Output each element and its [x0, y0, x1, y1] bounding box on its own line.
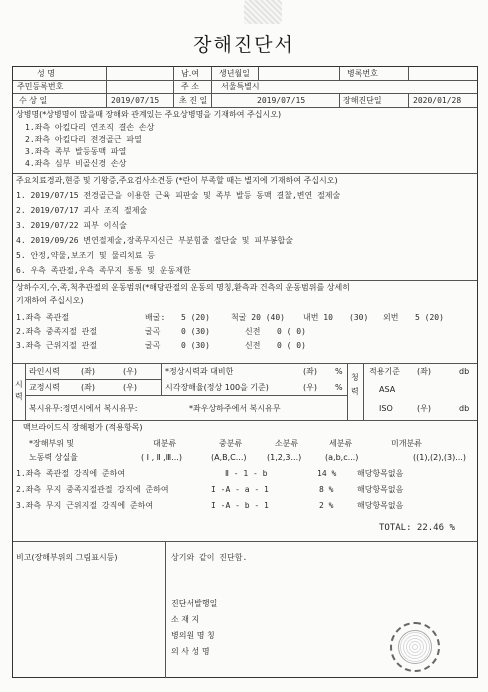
- sex-label: 남.여: [181, 69, 199, 78]
- name-label: 성 명: [37, 69, 55, 78]
- naked-vision-left: (좌): [81, 367, 95, 376]
- corrected-vision-label: 교정시력: [29, 383, 60, 392]
- diagnosis-confirmation: 상기와 같이 진단함.: [171, 553, 248, 562]
- rom-value: (30): [349, 313, 369, 322]
- vision-impairment-note: 시각장해율(정상 100을 기준): [165, 383, 269, 392]
- rom-motion: 외번: [383, 313, 399, 322]
- disease-item: 1.좌측 아킬다리 연조직 결손 손상: [25, 123, 155, 132]
- double-vision-note: *좌우상하주에서 복시유무: [189, 404, 281, 413]
- rom-motion: 척굴 20 (40): [231, 313, 285, 322]
- diagnosis-date-label: 장해진단일: [343, 96, 382, 105]
- location-label: 소 재 지: [171, 615, 200, 624]
- mcbride-note: 해당항목없음: [357, 485, 404, 494]
- vision-ratio-pct: %: [335, 367, 343, 376]
- document-title: 장해진단서: [193, 34, 295, 56]
- rom-value: 5 (20): [415, 313, 444, 322]
- vision-ratio-note: *정상시력과 대비한: [165, 367, 234, 376]
- mcbride-total: TOTAL: 22.46 %: [379, 523, 455, 533]
- naked-vision-label: 라인시력: [29, 367, 60, 376]
- hearing-left: (좌): [417, 367, 431, 376]
- rom-motion: 내번 10: [303, 313, 333, 322]
- rom-joint: 3.좌측 근위지절 관절: [16, 341, 98, 350]
- corrected-vision-right: (우): [123, 383, 137, 392]
- birth-label: 생년월일: [219, 69, 250, 78]
- hearing-right: (우): [417, 404, 431, 413]
- diagnosis-date-value: 2020/01/28: [413, 96, 462, 105]
- rom-value: 0 (30): [181, 327, 210, 336]
- address-label: 주 소: [181, 82, 199, 91]
- mcbride-note: 해당항목없음: [357, 469, 404, 478]
- hearing-side-label: 청 력: [351, 373, 359, 396]
- corrected-vision-left: (좌): [81, 383, 95, 392]
- rom-value: 5 (20): [181, 313, 210, 322]
- hearing-iso: ISO: [379, 404, 393, 413]
- disease-item: 4.좌측 심부 비골신경 손상: [25, 159, 127, 168]
- rom-motion: 배굴:: [145, 313, 166, 322]
- col-detail-sub: (a,b,c...): [325, 453, 359, 462]
- double-vision-label: 복시유무:정면시에서 복시유무:: [29, 404, 138, 413]
- rom-value: 0 ( 0): [277, 341, 306, 350]
- col-detail: 세분류: [329, 439, 353, 448]
- rom-joint: 2.좌측 중족지절 관절: [16, 327, 98, 336]
- remark-label: 비고(장해부위의 그림표시등): [16, 553, 118, 562]
- treatment-item: 2. 2019/07/17 괴사 조직 절제술: [16, 206, 148, 215]
- naked-vision-right: (우): [123, 367, 137, 376]
- col-small-sub: (1,2,3...): [267, 453, 302, 462]
- mcbride-pct: 2 %: [319, 501, 334, 510]
- mcbride-pct: 14 %: [317, 469, 337, 478]
- official-seal-inner: [398, 630, 432, 664]
- rom-value: 0 (30): [181, 341, 210, 350]
- hearing-left-db: db: [459, 367, 470, 376]
- hearing-standard-label: 적용기준: [369, 367, 400, 376]
- col-part: *장해부위 및: [29, 439, 75, 448]
- certificate-form: [12, 66, 478, 678]
- mcbride-code: I -A - b - 1: [211, 501, 269, 510]
- rom-joint: 1.좌측 족관절: [16, 313, 70, 322]
- rom-motion: 신전: [245, 341, 261, 350]
- col-major: 대분류: [153, 439, 177, 448]
- col-micro-sub: ((1),(2),(3)...): [413, 453, 466, 462]
- col-major-sub: ( I , Ⅱ ,Ⅲ...): [141, 453, 182, 462]
- treatment-item: 4. 2019/09/26 변연절제술,장족무지신근 부분힘줄 절단술 및 피부봉합술: [16, 236, 293, 245]
- disease-item: 3.좌측 족부 발등동맥 파열: [25, 147, 127, 156]
- rom-motion: 신전: [245, 327, 261, 336]
- mcbride-part: 2.좌측 무지 중족지절관절 강직에 준하여: [16, 485, 169, 494]
- col-part-sub: 노동력 상실율: [29, 453, 78, 462]
- injury-date-value: 2019/07/15: [111, 96, 160, 105]
- mcbride-header: 맥브라이드식 장해평가 (적용항목): [23, 423, 143, 432]
- hospital-name-label: 병의원 명 칭: [171, 631, 215, 640]
- vision-side-label: 시 력: [15, 380, 23, 401]
- mcbride-part: 3.좌측 무지 근위지절 강직에 준하여: [16, 501, 154, 510]
- treatment-item: 6. 우측 족관절,우측 족무지 통통 및 운동제한: [16, 266, 191, 275]
- vision-ratio-left: (좌): [303, 367, 317, 376]
- rom-header: 상하수지,수,족,척추관절의 운동범위(*해당관절의 운동의 명칭,환측과 건측의 운동범위를 상세히: [16, 283, 350, 292]
- mcbride-code: I -A - a - 1: [211, 485, 269, 494]
- mcbride-code: Ⅱ - 1 - b: [225, 469, 268, 478]
- address-value: 서울특별시: [221, 82, 260, 91]
- mcbride-pct: 8 %: [319, 485, 334, 494]
- hospital-number-label: 병록번호: [347, 69, 378, 78]
- rom-header-cont: 기재하여 주십시오): [16, 296, 84, 305]
- disease-item: 2.좌측 아킬다리 전경골근 파열: [25, 135, 142, 144]
- mcbride-part: 1.좌측 족관절 강직에 준하여: [16, 469, 126, 478]
- injury-date-label: 수 상 일: [19, 96, 48, 105]
- mcbride-note: 해당항목없음: [357, 501, 404, 510]
- col-mid: 중분류: [219, 439, 243, 448]
- first-visit-label: 초 진 일: [179, 96, 208, 105]
- hearing-asa: ASA: [379, 385, 396, 394]
- first-visit-value: 2019/07/15: [257, 96, 306, 105]
- col-micro: 미개분류: [391, 439, 422, 448]
- treatment-item: 5. 안정,약물,보조기 및 물리치료 등: [16, 251, 155, 260]
- rom-motion: 굴곡: [145, 327, 161, 336]
- top-stamp: [244, 0, 282, 24]
- vision-impairment-right: (우): [303, 383, 317, 392]
- id-number-label: 주민등록번호: [17, 82, 64, 91]
- disease-header: 상병명(*상병명이 많을때 장해와 관계있는 주요상병명을 기재하여 주십시오): [16, 110, 282, 119]
- treatment-item: 3. 2019/07/22 피부 이식술: [16, 221, 127, 230]
- vision-impairment-pct: %: [335, 383, 343, 392]
- col-mid-sub: (A,B,C...): [211, 453, 247, 462]
- issue-date-label: 진단서발행일: [171, 599, 218, 608]
- treatment-header: 주요치료경과,현증 및 기왕증,주요검사소견등 (*란이 부족할 때는 별지에 기재하여 주십시오): [16, 176, 338, 185]
- rom-motion: 굴곡: [145, 341, 161, 350]
- col-small: 소분류: [275, 439, 299, 448]
- doctor-name-label: 의 사 성 명: [171, 647, 210, 656]
- rom-value: 0 ( 0): [277, 327, 306, 336]
- treatment-item: 1. 2019/07/15 전경골근을 이용한 근육 피판술 및 족부 발등 동맥 결찰,변연 절제술: [16, 191, 341, 200]
- hearing-right-db: db: [459, 404, 470, 413]
